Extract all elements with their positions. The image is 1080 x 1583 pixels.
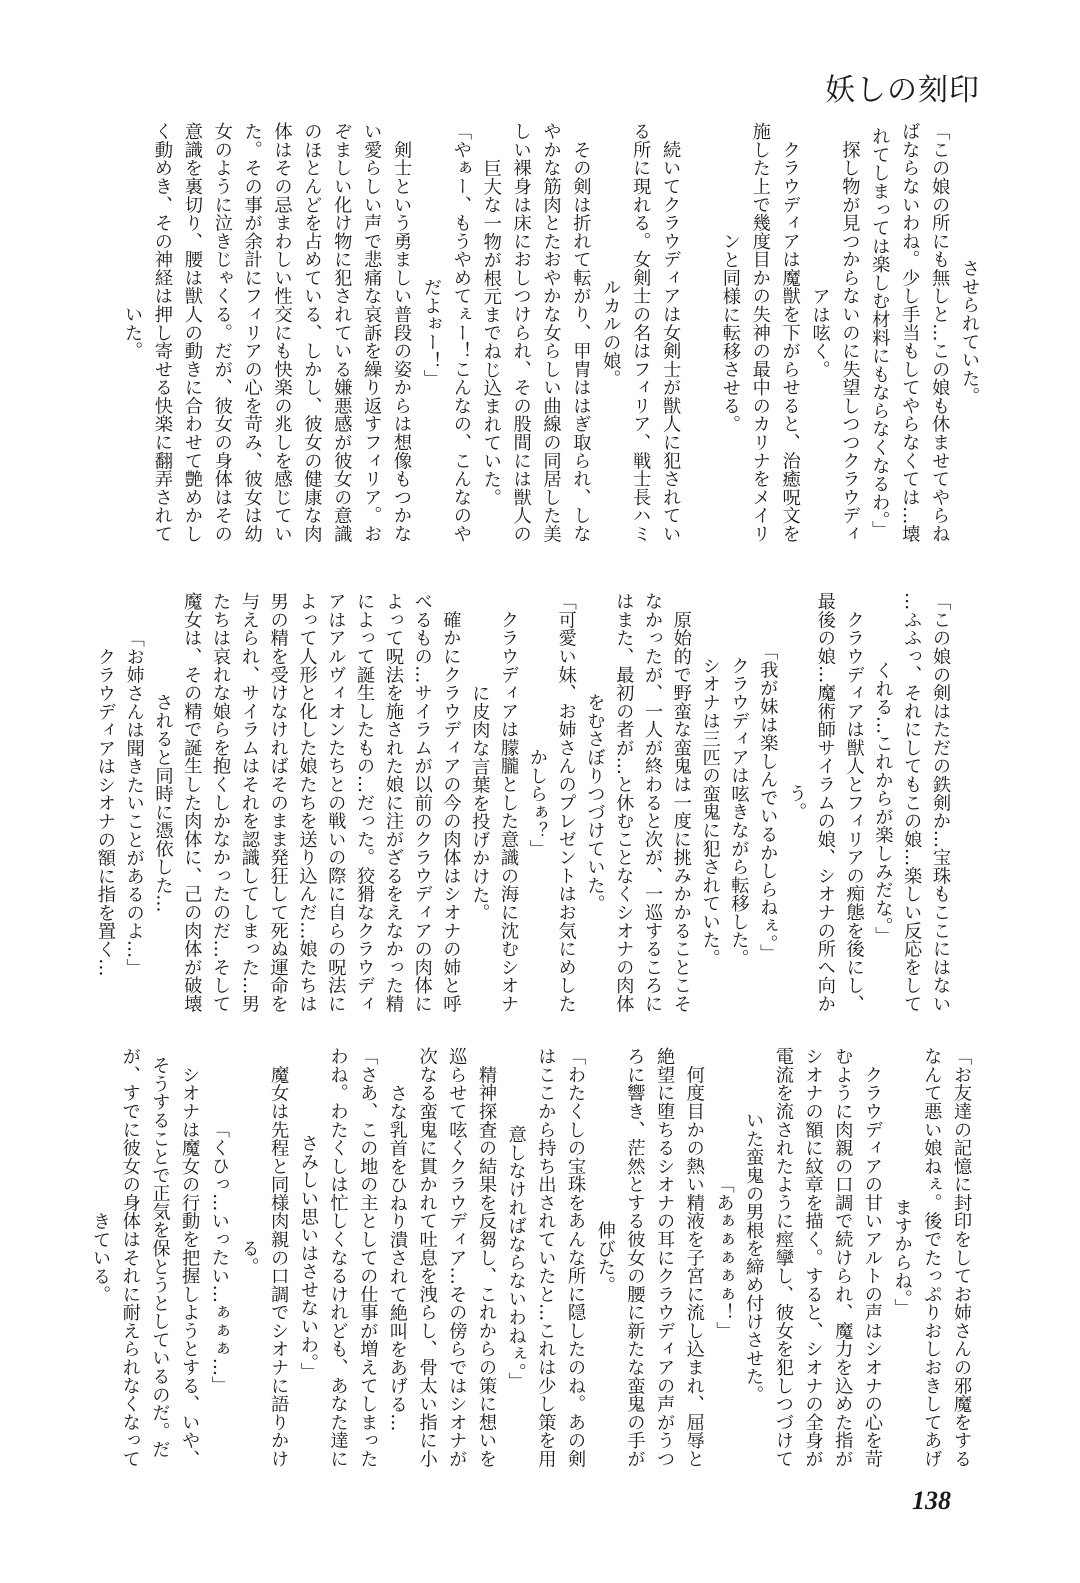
text-line: 「あぁぁぁぁぁ！」 xyxy=(713,1175,735,1340)
text-line: 「お姉さんは聞きたいことがあるのよ…」 xyxy=(123,628,145,977)
text-line: い愛らしい声で悲痛な哀訴を繰り返すフィリア。お xyxy=(361,122,383,543)
text-column xyxy=(805,590,834,1015)
text-column xyxy=(287,590,316,1015)
text-column xyxy=(560,120,590,545)
text-line: 次なる蛮鬼に貫かれて吐息を洩らし、骨太い指に小 xyxy=(416,1047,438,1468)
text-column xyxy=(649,120,682,545)
text-column xyxy=(858,120,891,545)
text-line: そうすることで正気を保とうとしているのだ。だ xyxy=(149,1056,171,1459)
text-line: しい裸身は床におしつけられ、その股間には獣人の xyxy=(510,122,532,543)
text-line: さな乳首をひねり潰されて絶叫をあげる… xyxy=(386,1083,408,1432)
text-column xyxy=(143,590,172,1015)
text-column xyxy=(459,590,491,1015)
text-column xyxy=(315,590,347,1015)
text-line: よって人形と化した娘たちを送り込んだ…娘たちは xyxy=(296,592,318,1013)
text-column xyxy=(168,1045,201,1470)
text-line: 原始的で野蛮な蛮鬼は一度に挑みかかることこそ xyxy=(670,592,692,1013)
text-column xyxy=(851,1045,881,1470)
text-column xyxy=(632,590,664,1015)
text-column xyxy=(231,120,261,545)
text-line: ぞましい化け物に犯されている嫌悪感が彼女の意識 xyxy=(331,122,353,543)
text-column xyxy=(320,120,353,545)
text-line: 巡らせて呟くクラウディア…その傍らではシオナが xyxy=(446,1047,468,1468)
text-column xyxy=(747,590,779,1015)
text-line: きている。 xyxy=(90,1211,112,1304)
text-line: アは呟く。 xyxy=(809,286,831,379)
text-column xyxy=(201,120,231,545)
text-column xyxy=(829,120,859,545)
text-line: 続いてクラウディアは女剣士が獣人に犯されてい xyxy=(660,122,682,543)
text-column xyxy=(792,1045,822,1470)
text-column xyxy=(619,120,652,545)
text-line: クラウディアは獣人とフィリアの痴態を後にし、 xyxy=(843,592,865,1013)
text-line: ろに響き、茫然とする彼女の腰に新たな蛮鬼の手が xyxy=(624,1047,646,1468)
text-line: はまた、最初の者が…と休むことなくシオナの肉体 xyxy=(613,592,635,1013)
text-line: 伸びた。 xyxy=(594,1220,616,1295)
text-line: をむさぼりつづけていた。 xyxy=(584,692,606,913)
text-column xyxy=(517,590,546,1015)
text-line: れてしまっては楽しむ材料にもならなくなるわ。」 xyxy=(869,126,891,539)
text-column xyxy=(530,120,560,545)
text-column xyxy=(436,1045,466,1470)
text-line: 電流を流されたように痙攣し、彼女を犯しつづけて xyxy=(772,1047,794,1468)
text-column xyxy=(911,1045,941,1470)
text-line: 女のように泣きじゃくる。だが、彼女の身体はその xyxy=(211,122,233,543)
text-line: なんて悪い娘ねぇ。後でたっぷりおしおきしてあげ xyxy=(921,1047,943,1468)
text-line: 巨大な一物が根元までねじ込まれていた。 xyxy=(480,158,502,507)
text-column xyxy=(291,120,321,545)
text-column xyxy=(440,120,470,545)
text-line: だよぉー！」 xyxy=(420,277,442,388)
text-column xyxy=(431,590,460,1015)
text-line: かしらぁ？」 xyxy=(526,747,548,858)
text-column xyxy=(109,1045,139,1470)
text-column xyxy=(200,590,232,1015)
text-column xyxy=(350,120,383,545)
text-line: 意しなければならないわねぇ。」 xyxy=(505,1124,527,1391)
text-line: 「お友達の記憶に封印をしてお姉さんの邪魔をする xyxy=(951,1047,972,1468)
text-column xyxy=(709,120,739,545)
text-column xyxy=(881,1045,911,1470)
text-column xyxy=(822,1045,852,1470)
text-column xyxy=(643,1045,676,1470)
text-line: 何度目かの熱い精液を子宮に流し込まれ、屈辱と xyxy=(683,1047,705,1468)
text-line: 「我が妹は楽しんでいるかしらねぇ。」 xyxy=(757,642,779,963)
text-line: 「この娘の所にも無しと…この娘も休ませてやらね xyxy=(929,122,951,543)
text-column xyxy=(488,590,520,1015)
text-column xyxy=(258,590,287,1015)
text-line: 魔女は、その精で誕生した肉体に、己の肉体が破壊 xyxy=(181,592,203,1013)
text-column xyxy=(673,1045,703,1470)
page-number: 138 xyxy=(912,1486,951,1515)
text-column xyxy=(690,590,719,1015)
text-column xyxy=(402,590,431,1015)
text-line: はここから持ち出されていたと…これは少し策を用 xyxy=(535,1047,557,1468)
text-block-top xyxy=(111,120,978,545)
text-column xyxy=(614,1045,644,1470)
text-line: わね。わたくしは忙しくなるけれども、あなた達に xyxy=(327,1047,349,1468)
text-line: クラウディアは朦朧とした意識の海に沈むシオナ xyxy=(498,592,520,1013)
text-column xyxy=(769,120,799,545)
text-column xyxy=(344,590,376,1015)
text-line: 最後の娘…魔術師サイラムの娘、シオナの所へ向か xyxy=(814,592,836,1013)
text-line: 「この娘の剣はただの鉄剣か…宝珠もここにはない xyxy=(930,592,951,1013)
text-line: 「やぁー、もうやめてぇー！こんなの、こんなのや xyxy=(450,122,472,543)
text-column xyxy=(406,1045,436,1470)
text-line: に皮肉な言葉を投げかけた。 xyxy=(469,683,491,922)
text-line: させられていた。 xyxy=(959,259,980,406)
text-column xyxy=(948,120,978,545)
text-line: く動めき、その神経は押し寄せる快楽に翻弄されて xyxy=(151,122,173,543)
text-column xyxy=(719,590,748,1015)
text-line: くれる…これからが楽しみだな。」 xyxy=(872,660,894,945)
text-column xyxy=(79,1045,112,1470)
text-column xyxy=(465,1045,495,1470)
text-column xyxy=(762,1045,792,1470)
text-column xyxy=(380,120,413,545)
text-line: 「可愛い妹、お姉さんのプレゼントはお気にめした xyxy=(555,592,577,1013)
text-column xyxy=(171,590,203,1015)
text-line: クラウディアは魔獣を下がらせると、治癒呪文を xyxy=(779,122,801,543)
text-line: 「さあ、この地の主としての仕事が増えてしまった xyxy=(357,1047,379,1468)
text-column xyxy=(940,1045,970,1470)
text-line: いた蛮鬼の男根を締め付けさせた。 xyxy=(743,1111,765,1404)
text-line: る所に現れる。女剣士の名はフィリア、戦士長ハミ xyxy=(630,122,652,543)
text-column xyxy=(918,120,951,545)
text-line: クラウディアの甘いアルトの声はシオナの心を苛 xyxy=(861,1047,883,1468)
text-line: 魔女は先程と同様肉親の口調でシオナに語りかけ xyxy=(268,1047,290,1468)
text-column xyxy=(525,1045,555,1470)
text-block-middle xyxy=(85,590,949,1015)
text-column xyxy=(495,1045,525,1470)
text-column xyxy=(799,120,829,545)
text-column xyxy=(733,1045,763,1470)
text-line: べるもの…サイラムが以前のクラウディアの肉体に xyxy=(411,592,433,1013)
text-line: 体はその忌まわしい性交にも快楽の兆しを感じてい xyxy=(271,122,293,543)
text-column xyxy=(317,1045,347,1470)
text-column xyxy=(661,590,690,1015)
text-column xyxy=(229,590,258,1015)
text-line: いた。 xyxy=(122,305,144,360)
text-line: 絶望に堕ちるシオナの耳にクラウディアの声がうつ xyxy=(654,1047,676,1468)
text-block-bottom xyxy=(79,1045,970,1470)
text-column xyxy=(920,590,949,1015)
text-column xyxy=(679,120,709,545)
text-line: …ふふっ、それにしてもこの娘…楽しい反応をして xyxy=(901,592,923,1013)
text-column xyxy=(410,120,440,545)
text-line: やかな筋肉とたおやかな女らしい曲線の同居した美 xyxy=(540,122,562,543)
text-line: さみしい思いはさせないわ。」 xyxy=(297,1134,319,1381)
text-column xyxy=(888,120,921,545)
text-column xyxy=(287,1045,317,1470)
text-column xyxy=(376,1045,406,1470)
chapter-title: 妖しの刻印 xyxy=(825,73,980,108)
text-line: ンと同様に転移させる。 xyxy=(719,231,741,434)
text-line: 男の精を受けなければそのまま発狂して死ぬ運命を xyxy=(267,592,289,1013)
text-column xyxy=(703,1045,733,1470)
text-line: のほとんどを占めている、しかし、彼女の健康な肉 xyxy=(301,122,323,543)
text-column xyxy=(139,1045,169,1470)
text-column xyxy=(584,1045,614,1470)
text-column xyxy=(776,590,808,1015)
text-line: よって呪法を施された娘に注がざるをえなかった精 xyxy=(382,592,404,1013)
text-line: シオナの額に紋章を描く。すると、シオナの全身が xyxy=(802,1047,824,1468)
text-column xyxy=(111,120,144,545)
text-column xyxy=(198,1045,228,1470)
text-column xyxy=(114,590,143,1015)
text-line: によって誕生したもの…だった。狡猾なクラウディ xyxy=(354,592,376,1013)
text-line: たちは哀れな娘らを抱くしかなかったのだ…そして xyxy=(210,592,232,1013)
text-line: 「わたくしの宝珠をあんな所に隠したのね。あの剣 xyxy=(565,1047,587,1468)
text-column xyxy=(589,120,622,545)
text-column xyxy=(228,1045,258,1470)
text-line: その剣は折れて転がり、甲冑ははぎ取られ、しな xyxy=(570,122,592,543)
text-column xyxy=(258,1045,288,1470)
text-line: 確かにクラウディアの今の肉体はシオナの姉と呼 xyxy=(440,592,462,1013)
text-column xyxy=(470,120,500,545)
text-line: た。その事が余計にフィリアの心を苛み、彼女は幼 xyxy=(241,122,263,543)
text-column xyxy=(891,590,923,1015)
text-line: むように肉親の口調で続けられ、魔力を込めた指が xyxy=(832,1047,854,1468)
text-line: ルカルの娘。 xyxy=(600,277,622,388)
text-line: 探し物が見つからないのに失望しつつクラウディ xyxy=(839,122,861,543)
text-column xyxy=(554,1045,587,1470)
text-line: されると同時に憑依した… xyxy=(152,692,174,913)
text-column xyxy=(261,120,291,545)
text-column xyxy=(575,590,604,1015)
text-column xyxy=(141,120,171,545)
text-line: 意識を裏切り、腰は獣人の動きに合わせて艶めかし xyxy=(181,122,203,543)
text-line: 精神探査の結果を反芻し、これからの策に想いを xyxy=(476,1047,497,1468)
text-column xyxy=(85,590,114,1015)
text-line: なかったが、一人が終わると次が、一巡するころに xyxy=(642,592,664,1013)
text-column xyxy=(373,590,402,1015)
text-column xyxy=(863,590,892,1015)
text-column xyxy=(739,120,769,545)
text-line: ますからね。」 xyxy=(891,1198,913,1317)
text-line: 与えられ、サイラムはそれを認識してしまった…男 xyxy=(238,592,260,1013)
text-line: 剣士という勇ましい普段の姿からは想像もつかな xyxy=(391,122,413,543)
text-column xyxy=(546,590,575,1015)
text-column xyxy=(603,590,635,1015)
text-column xyxy=(834,590,863,1015)
text-line: う。 xyxy=(786,784,808,821)
text-column xyxy=(171,120,201,545)
text-line: シオナは魔女の行動を把握しようとする、いや、 xyxy=(179,1047,201,1468)
text-line: アはアルヴィオンたちとの戦いの際に自らの呪法に xyxy=(325,592,347,1013)
text-line: が、すでに彼女の身体はそれに耐えられなくなって xyxy=(119,1047,141,1468)
text-line: クラウディアは呟きながら転移した。 xyxy=(728,637,750,968)
text-line: 施した上で幾度目かの失神の最中のカリナをメイリ xyxy=(749,122,771,543)
text-line: 「くひっ…いったい…ぁぁぁ…」 xyxy=(208,1120,230,1395)
text-line: クラウディアはシオナの額に指を置く… xyxy=(94,628,116,977)
text-column xyxy=(500,120,530,545)
text-line: シオナは三匹の蛮鬼に犯されていた。 xyxy=(699,637,721,968)
text-line: る。 xyxy=(238,1239,260,1276)
text-line: ばならないわね。少し手当もしてやらなくては…壊 xyxy=(899,122,921,543)
text-column xyxy=(347,1045,377,1470)
